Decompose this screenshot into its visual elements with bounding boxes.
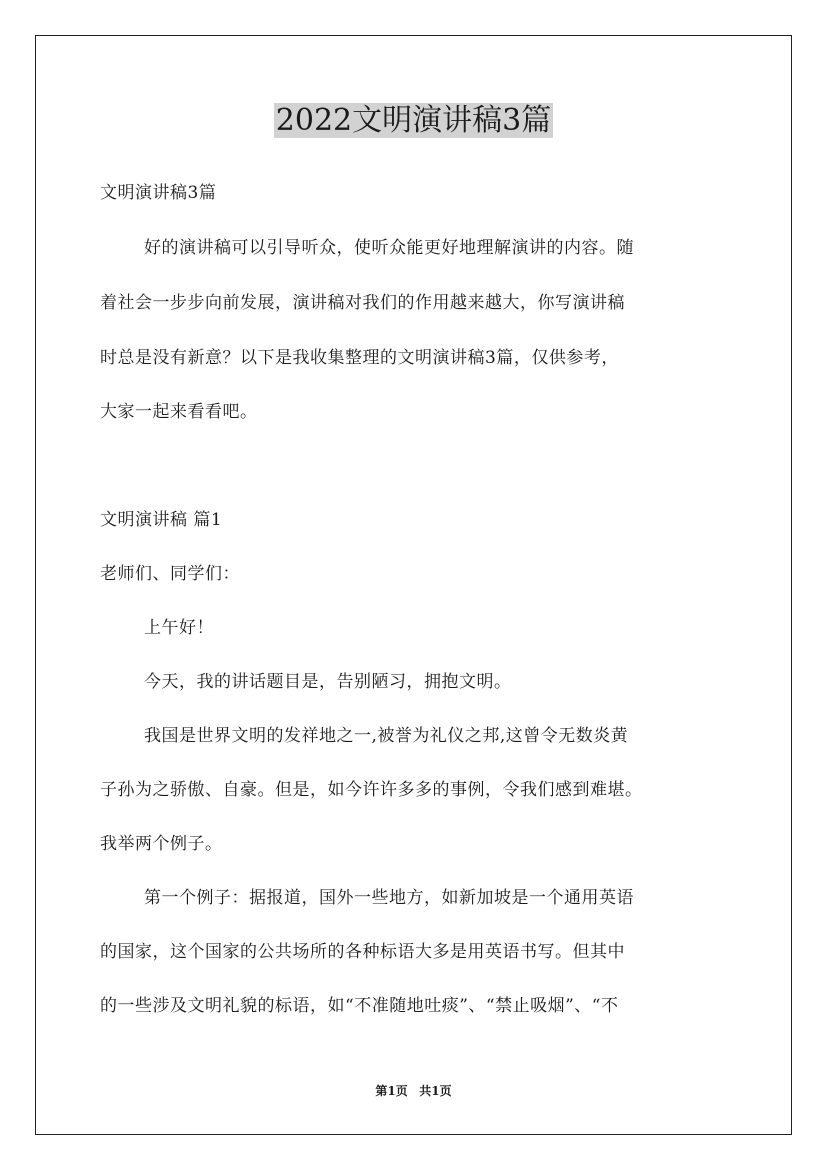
paragraph-line: 我国是世界文明的发祥地之一,被誉为礼仪之邦,这曾令无数炎黄 bbox=[144, 726, 629, 746]
paragraph-line: 大家一起来看看吧。 bbox=[100, 402, 258, 422]
paragraph-line: 的一些涉及文明礼貌的标语，如“不准随地吐痰”、“禁止吸烟”、“不 bbox=[100, 996, 619, 1016]
document-title-text: 2022文明演讲稿3篇 bbox=[275, 103, 552, 138]
paragraph-line: 时总是没有新意？以下是我收集整理的文明演讲稿3篇，仅供参考， bbox=[100, 348, 619, 368]
paragraph-line: 我举两个例子。 bbox=[100, 834, 223, 854]
paragraph-line: 今天，我的讲话题目是，告别陋习，拥抱文明。 bbox=[144, 672, 512, 692]
paragraph-line: 第一个例子：据报道，国外一些地方，如新加坡是一个通用英语 bbox=[144, 888, 634, 908]
subtitle-line: 文明演讲稿3篇 bbox=[100, 183, 217, 203]
page-number: 第1页 bbox=[375, 1084, 408, 1098]
paragraph-line: 着社会一步步向前发展，演讲稿对我们的作用越来越大，你写演讲稿 bbox=[100, 293, 625, 313]
page-footer bbox=[0, 1083, 827, 1099]
page-total: 共1页 bbox=[419, 1084, 452, 1098]
section-heading: 文明演讲稿 篇1 bbox=[100, 510, 223, 530]
paragraph-line: 的国家，这个国家的公共场所的各种标语大多是用英语书写。但其中 bbox=[100, 942, 625, 962]
document-title bbox=[0, 100, 827, 142]
paragraph-line: 上午好！ bbox=[144, 618, 214, 638]
salutation-line: 老师们、同学们： bbox=[100, 564, 240, 584]
paragraph-line: 子孙为之骄傲、自豪。但是，如今许许多多的事例，令我们感到难堪。 bbox=[100, 780, 643, 800]
paragraph-line: 好的演讲稿可以引导听众，使听众能更好地理解演讲的内容。随 bbox=[144, 238, 634, 258]
